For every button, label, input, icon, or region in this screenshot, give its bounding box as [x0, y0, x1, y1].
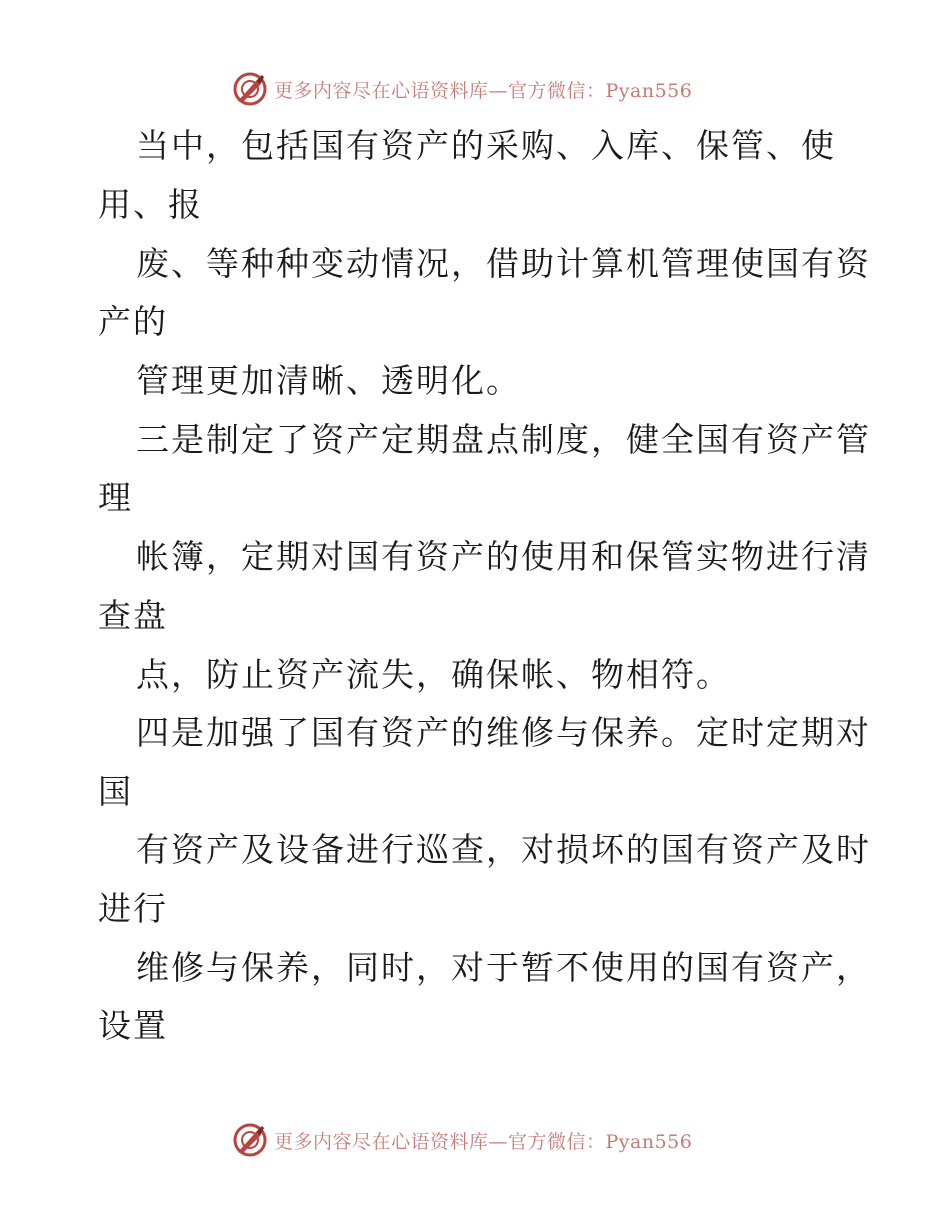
body-line: 点，防止资产流失，确保帐、物相符。 — [136, 655, 731, 694]
body-line: 用、报 — [98, 185, 203, 224]
body-line: 产的 — [98, 302, 168, 341]
body-line: 国 — [98, 772, 133, 811]
body-line: 废、等种种变动情况，借助计算机管理使国有资 — [136, 244, 871, 283]
body-line: 有资产及设备进行巡查，对损坏的国有资产及时 — [136, 830, 871, 869]
body-line: 帐簿，定期对国有资产的使用和保管实物进行清 — [136, 537, 871, 576]
header-banner-text: 更多内容尽在心语资料库—官方微信：Pyan556 — [274, 79, 693, 102]
pen-logo-icon — [232, 1122, 268, 1158]
body-line: 管理更加清晰、透明化。 — [136, 361, 521, 400]
body-line: 三是制定了资产定期盘点制度，健全国有资产管 — [136, 420, 871, 459]
body-line: 理 — [98, 478, 133, 517]
body-line: 进行 — [98, 889, 168, 928]
footer-banner — [232, 1121, 692, 1159]
body-line: 四是加强了国有资产的维修与保养。定时定期对 — [136, 713, 871, 752]
body-line: 查盘 — [98, 596, 168, 635]
body-line: 当中，包括国有资产的采购、入库、保管、使 — [136, 126, 836, 165]
body-line: 维修与保养，同时，对于暂不使用的国有资产， — [136, 948, 871, 987]
footer-banner-text: 更多内容尽在心语资料库—官方微信：Pyan556 — [274, 1130, 693, 1153]
body-line: 设置 — [98, 1006, 168, 1045]
